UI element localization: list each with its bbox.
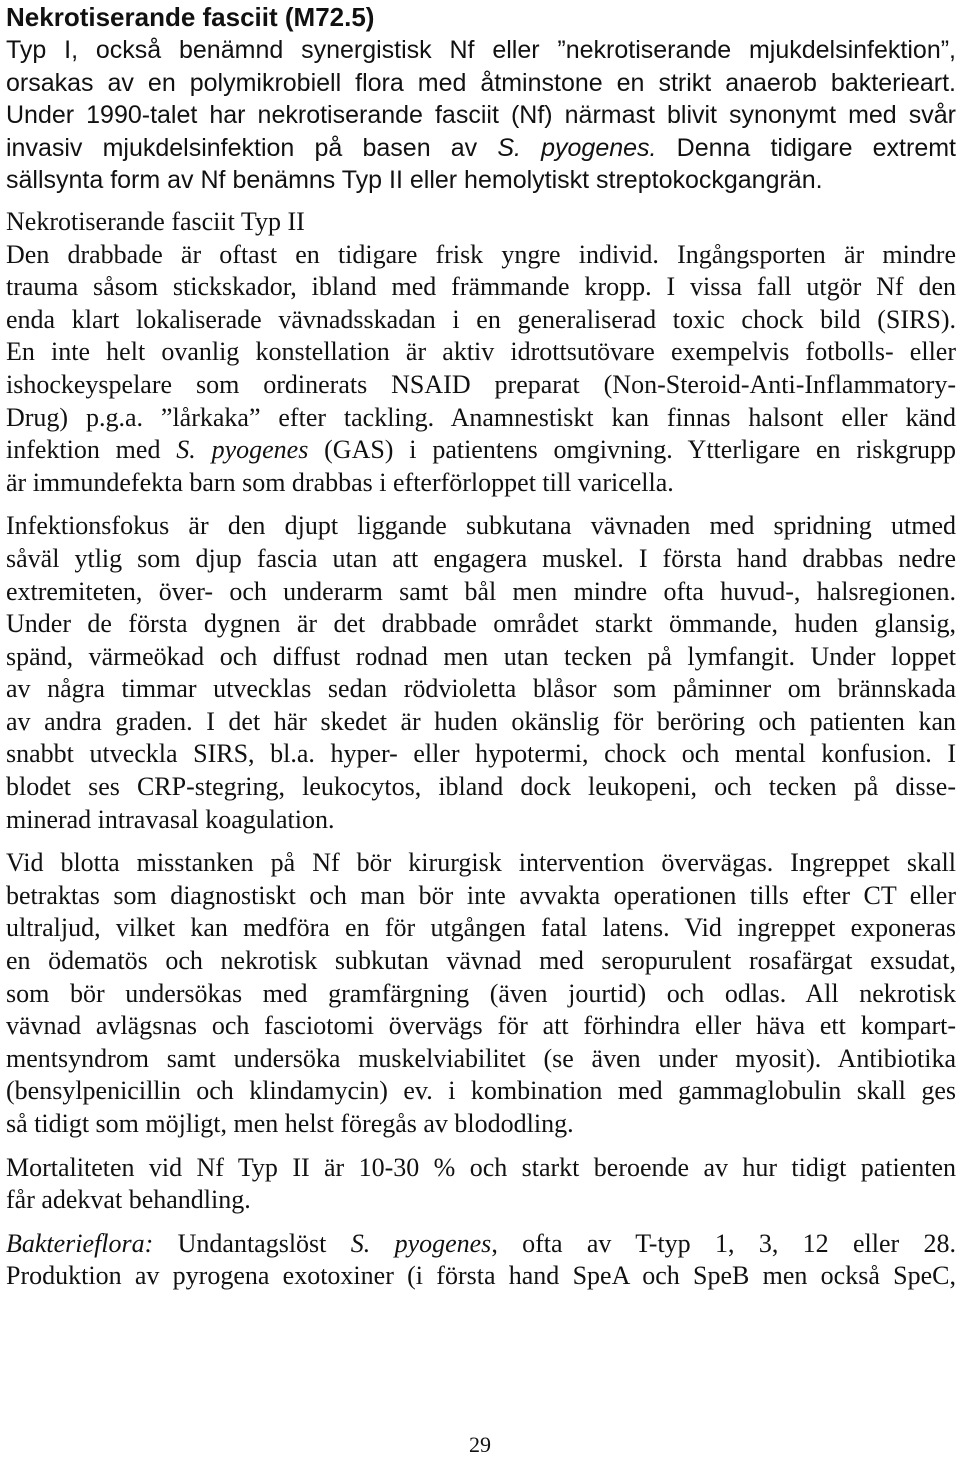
paragraph-text: (GAS) i patientens omgivning. Ytterligare en riskgrupp bbox=[308, 435, 956, 465]
paragraph-line: Mortaliteten vid Nf Typ II är 10-30 % och starkt beroende av hur tidigt patienten bbox=[6, 1152, 956, 1182]
intro-line: Under 1990-talet har nekrotiserande fasciit (Nf) närmast blivit synonymt med svår bbox=[6, 101, 956, 130]
paragraph-line: ultraljud, vilket kan medföra en för utgången fatal latens. Vid ingreppet exponeras bbox=[6, 913, 956, 943]
paragraph-line: vävnad avlägsnas och fasciotomi övervägs för att förhindra eller häva ett kompart- bbox=[6, 1011, 956, 1041]
spacer bbox=[6, 836, 956, 847]
paragraph-intervention bbox=[6, 847, 956, 1140]
intro-line: Typ I, också benämnd synergistisk Nf eller ”nekrotiserande mjukdelsinfektion”, bbox=[6, 36, 956, 64]
paragraph-line: minerad intravasal koagulation. bbox=[6, 804, 335, 834]
species-name: S. pyogenes. bbox=[497, 133, 657, 162]
paragraph-line: spänd, värmeökad och diffust rodnad men utan tecken på lymfangit. Under loppet bbox=[6, 641, 956, 671]
paragraph-infektionsfokus bbox=[6, 510, 956, 836]
paragraph-line: är immundefekta barn som drabbas i efterförloppet till varicella. bbox=[6, 467, 674, 497]
spacer bbox=[6, 197, 956, 206]
paragraph-line: Infektionsfokus är den djupt liggande subkutana vävnaden med spridning utmed bbox=[6, 511, 956, 541]
paragraph-mortalitet bbox=[6, 1152, 956, 1217]
species-name: S. pyogenes bbox=[176, 435, 309, 465]
paragraph-line: Under de första dygnen är det drabbade området starkt ömmande, huden glansig, bbox=[6, 609, 956, 639]
intro-line-text: invasiv mjukdelsinfektion på basen av bbox=[6, 133, 498, 162]
document-title: Nekrotiserande fasciit (M72.5) bbox=[6, 2, 375, 32]
intro-line-text: Denna tidigare extremt bbox=[656, 133, 956, 162]
intro-line: orsakas av en polymikrobiell flora med åtminstone en strikt anaerob bakterieart. bbox=[6, 68, 956, 97]
paragraph-line: trauma såsom stickskador, ibland med främmande kropp. I vissa fall utgör Nf den bbox=[6, 272, 956, 302]
paragraph-text: infektion med bbox=[6, 435, 177, 465]
paragraph-line: En inte helt ovanlig konstellation är aktiv idrottsutövare exempelvis fotbolls- eller bbox=[6, 337, 956, 367]
paragraph-line: en ödematös och nekrotisk subkutan vävnad med seropurulent rosafärgat exsudat, bbox=[6, 946, 956, 976]
paragraph-line: betraktas som diagnostiskt och man bör inte avvakta operationen tills efter CT eller bbox=[6, 880, 956, 910]
intro-line: sällsynta form av Nf benämns Typ II eller hemolytiskt streptokockgangrän. bbox=[6, 166, 823, 195]
document-page bbox=[6, 0, 956, 1293]
paragraph-text: Undantagslöst bbox=[153, 1228, 351, 1258]
spacer bbox=[6, 499, 956, 510]
paragraph-line: får adekvat behandling. bbox=[6, 1185, 251, 1215]
paragraph-line: snabbt utveckla SIRS, bl.a. hyper- eller hypotermi, chock och mental konfusion. I bbox=[6, 739, 956, 769]
paragraph-line: Produktion av pyrogena exotoxiner (i första hand SpeA och SpeB men också SpeC, bbox=[6, 1261, 956, 1291]
paragraph-line: Den drabbade är oftast en tidigare frisk yngre individ. Ingångsporten är mindre bbox=[6, 239, 956, 269]
spacer bbox=[6, 1141, 956, 1152]
paragraph-line bbox=[6, 434, 956, 467]
paragraph-line: Vid blotta misstanken på Nf bör kirurgisk intervention övervägas. Ingreppet skall bbox=[6, 848, 956, 878]
paragraph-line bbox=[6, 1228, 956, 1261]
paragraph-line: mentsyndrom samt undersöka muskelviabilitet (se även under myosit). Antibiotika bbox=[6, 1043, 956, 1073]
species-name: S. pyogenes bbox=[350, 1228, 492, 1258]
intro-line bbox=[6, 132, 956, 165]
paragraph-bakterieflora bbox=[6, 1228, 956, 1293]
paragraph-line: (bensylpenicillin och klindamycin) ev. i kombination med gammaglobulin skall ges bbox=[6, 1076, 956, 1106]
paragraph-line: så tidigt som möjligt, men helst föregås av blododling. bbox=[6, 1109, 574, 1138]
section-typ-ii bbox=[6, 206, 956, 499]
paragraph-line: ishockeyspelare som ordinerats NSAID preparat (Non-Steroid-Anti-Inflammatory- bbox=[6, 369, 956, 399]
paragraph-line: av några timmar utvecklas sedan rödvioletta blåsor som påminner om brännskada bbox=[6, 674, 956, 704]
page-number: 29 bbox=[469, 1432, 491, 1457]
spacer bbox=[6, 1217, 956, 1228]
paragraph-line: extremiteten, över- och underarm samt bål men mindre ofta huvud-, halsregionen. bbox=[6, 576, 956, 606]
paragraph-line: av andra graden. I det här skedet är huden okänslig för beröring och patienten kan bbox=[6, 706, 956, 736]
label-bakterieflora: Bakterieflora: bbox=[6, 1228, 154, 1258]
paragraph-line: såväl ytlig som djup fascia utan att engagera muskel. I första hand drabbas nedre bbox=[6, 543, 956, 573]
paragraph-text: , ofta av T-typ 1, 3, 12 eller 28. bbox=[491, 1228, 957, 1258]
paragraph-line: enda klart lokaliserade vävnadsskadan i en generaliserad toxic chock bild (SIRS). bbox=[6, 304, 956, 334]
intro-paragraph bbox=[6, 34, 956, 197]
paragraph-line: blodet ses CRP-stegring, leukocytos, ibland dock leukopeni, och tecken på disse- bbox=[6, 772, 956, 802]
paragraph-line: som bör undersökas med gramfärgning (även jourtid) och odlas. All nekrotisk bbox=[6, 978, 956, 1008]
section-heading: Nekrotiserande fasciit Typ II bbox=[6, 206, 305, 236]
paragraph-line: Drug) p.g.a. ”lårkaka” efter tackling. Anamnestiskt kan finnas halsont eller känd bbox=[6, 402, 956, 432]
